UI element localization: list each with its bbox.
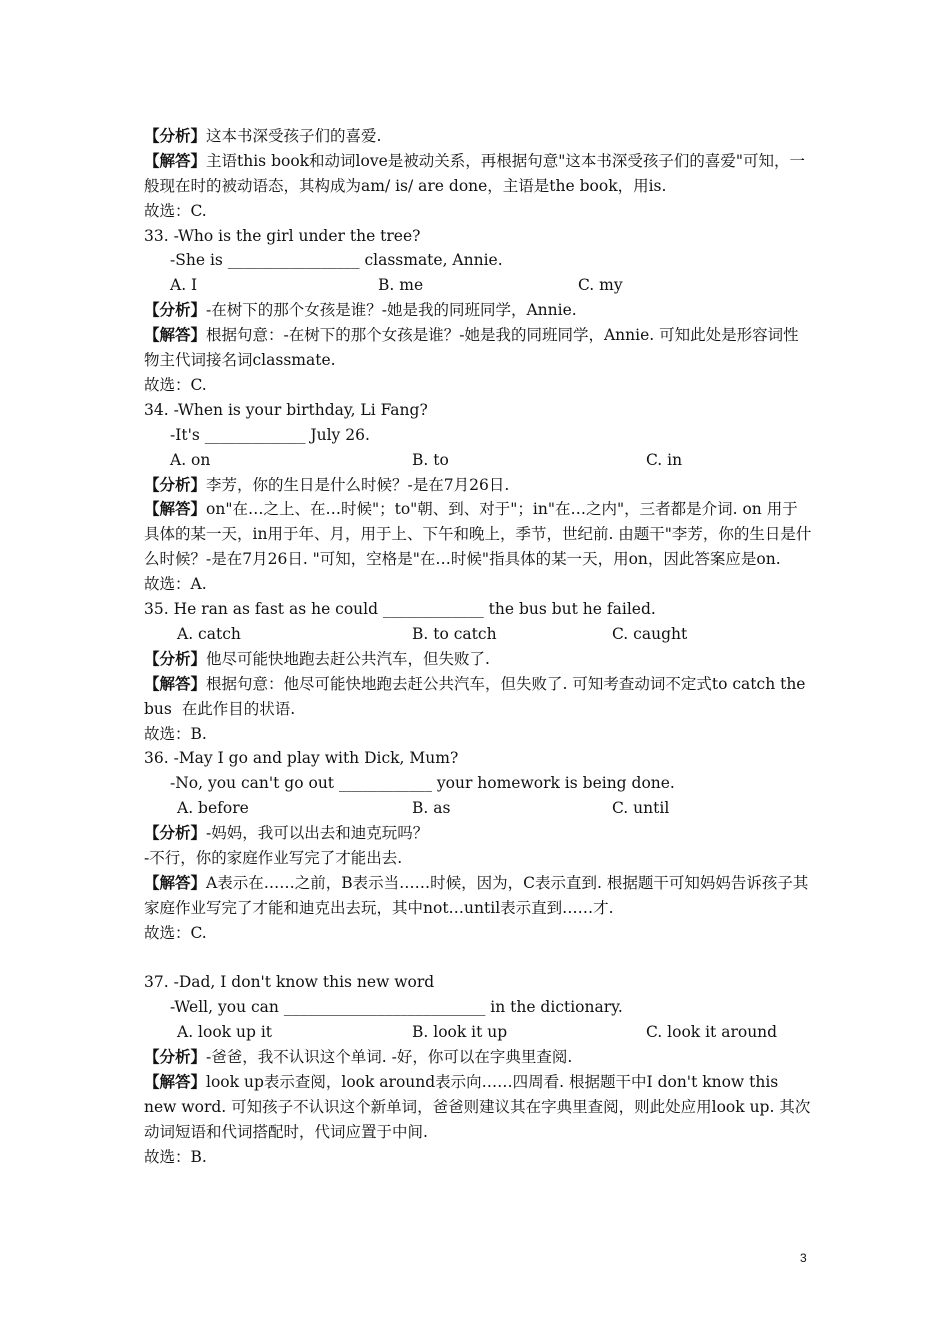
options-row [144, 622, 812, 647]
result-line: 故选：C. [144, 375, 207, 394]
analysis-label: 【分析】 [144, 475, 207, 494]
analysis-line [144, 124, 812, 149]
question-stem: 37. -Dad, I don't know this new word [144, 973, 435, 992]
analysis-text: -爸爸，我不认识这个单词. -好，你可以在字典里查阅. [206, 1048, 573, 1067]
option-a: A. before [177, 799, 249, 818]
option-c: C. my [578, 276, 623, 295]
answer-block [144, 149, 812, 199]
analysis-text: 这本书深受孩子们的喜爱. [206, 127, 382, 145]
answer-text: A表示在……之前，B表示当……时候，因为，C表示直到. 根据题干可知妈妈告诉孩子其家庭作业写完了才能和迪克出去玩，其中not…until表示直到……才. [144, 873, 809, 917]
answer-block [144, 497, 812, 572]
page-number: 3 [800, 1251, 807, 1265]
answer-text: 根据句意：他尽可能快地跑去赶公共汽车，但失败了. 可知考查动词不定式to catch the bus 在此作目的状语. [144, 674, 816, 718]
analysis-label: 【分析】 [144, 1048, 207, 1067]
question-stem: 36. -May I go and play with Dick, Mum? [144, 749, 459, 768]
answer-text: 根据句意：-在树下的那个女孩是谁？-她是我的同班同学，Annie. 可知此处是形容词性物主代词接名词classmate. [144, 326, 799, 370]
analysis-label: 【分析】 [144, 649, 207, 668]
analysis-label: 【分析】 [144, 824, 207, 843]
result-line: 故选：C. [144, 201, 207, 220]
analysis-line [144, 298, 812, 323]
question-stem: 35. He ran as fast as he could _____________ the bus but he failed. [144, 600, 656, 619]
result-line: 故选：A. [144, 575, 207, 594]
option-a: A. on [170, 450, 211, 469]
question-line: -It's _____________ July 26. [170, 425, 370, 444]
option-b: B. to [412, 450, 449, 469]
option-c: C. until [612, 799, 670, 818]
question-stem: 33. -Who is the girl under the tree? [144, 226, 421, 245]
analysis-line [144, 821, 812, 846]
answer-label: 【解答】 [144, 500, 207, 519]
option-a: A. I [170, 276, 198, 295]
analysis-text: -妈妈，我可以出去和迪克玩吗？ [206, 824, 429, 843]
answer-block [144, 672, 816, 722]
option-b: B. to catch [412, 624, 497, 643]
answer-block [144, 323, 812, 373]
answer-label: 【解答】 [144, 873, 207, 892]
option-b: B. me [378, 276, 424, 295]
analysis-label: 【分析】 [144, 127, 207, 145]
result-line: 故选：C. [144, 923, 207, 942]
analysis-text: -在树下的那个女孩是谁？-她是我的同班同学，Annie. [206, 301, 577, 320]
answer-text: 主语this book和动词love是被动关系，再根据句意"这本书深受孩子们的喜爱"可知，一般现在时的被动语态，其构成为am/ is/ are done，主语是the book，用is. [144, 151, 806, 195]
answer-label: 【解答】 [144, 674, 207, 693]
options-row [144, 1020, 812, 1045]
question-line: -Well, you can __________________________ in the dictionary. [170, 998, 623, 1017]
page-content [144, 124, 816, 1170]
spacer [144, 946, 812, 971]
analysis-line [144, 473, 812, 498]
answer-text: on"在…之上、在…时候"；to"朝、到、对于"；in"在…之内"，三者都是介词. on 用于具体的某一天，in用于年、月，用于上、下午和晚上，季节，世纪前. 由题干"李芳，你的生日是什么时候？-是在7月26日. "可知，空格是"在…时候"指具体的某一天，用on，因此答案应是on. [144, 500, 812, 569]
option-c: C. look it around [646, 1023, 778, 1042]
option-b: B. as [412, 799, 451, 818]
option-b: B. look it up [412, 1023, 508, 1042]
answer-text: look up表示查阅，look around表示向……四周看. 根据题干中I don't know this new word. 可知孩子不认识这个新单词，爸爸则建议其在字典里查阅，则此处应用look up. 其次动词短语和代词搭配时，代词应置于中间. [144, 1073, 811, 1141]
question-line: -No, you can't go out ____________ your homework is being done. [170, 774, 675, 793]
option-a: A. catch [177, 624, 241, 643]
answer-block [144, 871, 812, 921]
analysis-text: 他尽可能快地跑去赶公共汽车，但失败了. [206, 649, 490, 668]
question-stem: 34. -When is your birthday, Li Fang? [144, 400, 428, 419]
answer-block [144, 1070, 812, 1145]
answer-label: 【解答】 [144, 326, 207, 345]
options-row [144, 796, 812, 821]
analysis-text: 李芳，你的生日是什么时候？-是在7月26日. [206, 475, 510, 494]
analysis-line [144, 647, 812, 672]
option-c: C. in [646, 450, 683, 469]
option-a: A. look up it [177, 1023, 273, 1042]
answer-label: 【解答】 [144, 1073, 207, 1092]
options-row [144, 273, 812, 298]
analysis-line [144, 1045, 812, 1070]
answer-label: 【解答】 [144, 151, 207, 170]
option-c: C. caught [612, 624, 688, 643]
options-row [144, 448, 812, 473]
analysis-label: 【分析】 [144, 301, 207, 320]
result-line: 故选：B. [144, 1147, 207, 1166]
result-line: 故选：B. [144, 724, 207, 743]
analysis-line-2: -不行，你的家庭作业写完了才能出去. [144, 848, 403, 867]
question-line: -She is _________________ classmate, Annie. [170, 251, 503, 270]
